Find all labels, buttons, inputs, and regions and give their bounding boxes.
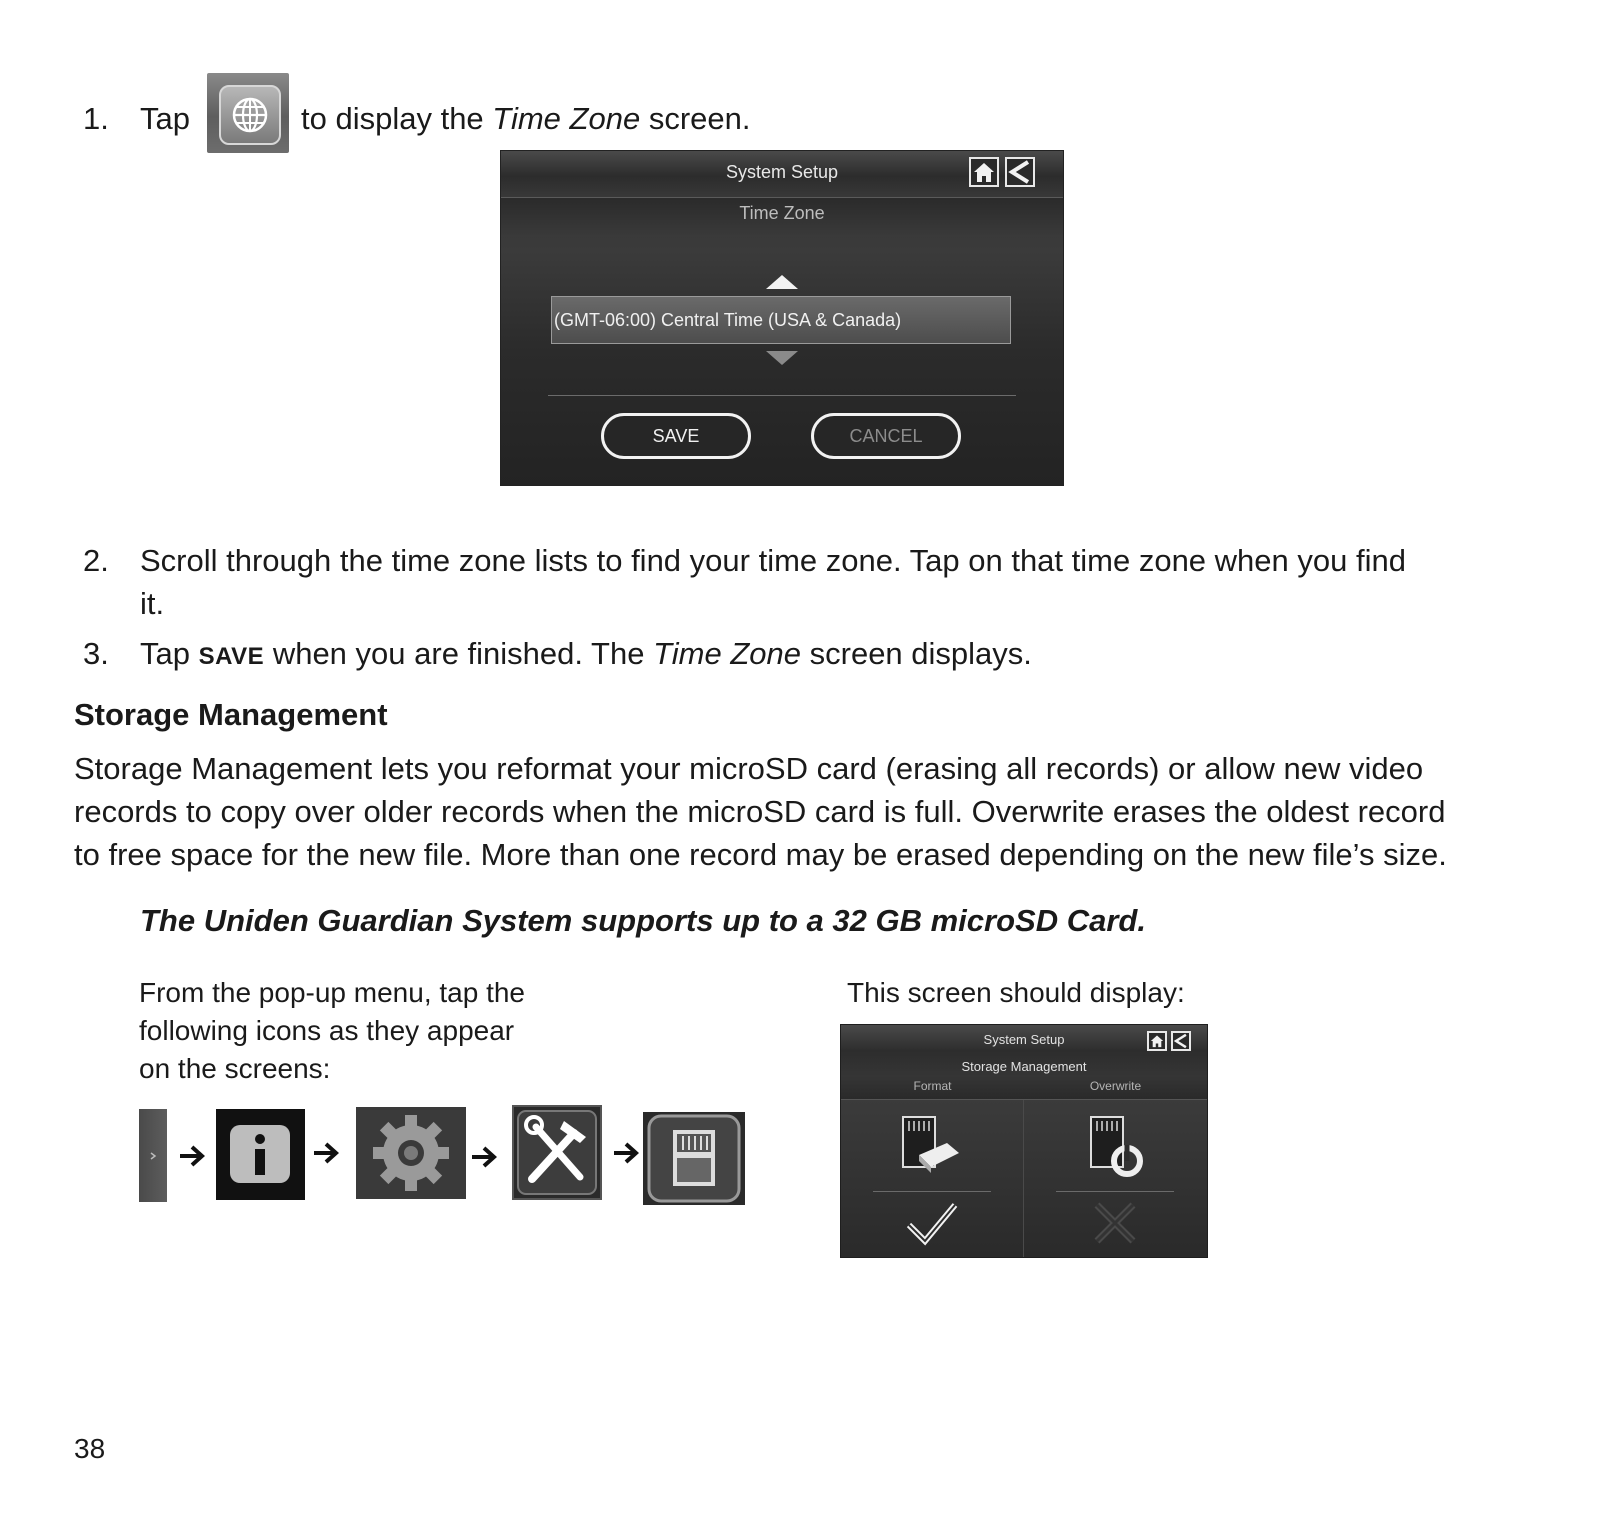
triangle-down-icon [764, 349, 800, 367]
instructions [139, 974, 525, 1088]
format-label: Format [913, 1079, 952, 1093]
storage-management-screenshot [840, 1024, 1208, 1258]
step-number: 1. [83, 101, 109, 136]
tools-icon [512, 1105, 602, 1200]
screen-header [501, 151, 1063, 198]
paragraph-line: to free space for the new file. More than one record may be erased depending on the new file’s size. [74, 837, 1447, 872]
divider [1056, 1191, 1174, 1192]
display-label: This screen should display: [847, 977, 1185, 1008]
instruction-line: following icons as they appear [139, 1015, 515, 1046]
step-2-line-2: it. [140, 586, 165, 621]
arrow-right-icon [178, 1143, 208, 1169]
arrow-right-icon [470, 1144, 500, 1170]
time-zone-screenshot [500, 150, 1064, 486]
paragraph-line: records to copy over older records when the microSD card is full. Overwrite erases the oldest record [74, 794, 1446, 829]
overwrite-label: Overwrite [1089, 1079, 1142, 1093]
step-text-after: to display the Time Zone screen. [301, 101, 751, 136]
menu-tab-icon [139, 1109, 167, 1202]
sd-overwrite-icon [1087, 1115, 1149, 1181]
gear-icon [356, 1107, 466, 1199]
divider [873, 1191, 991, 1192]
step-3-text: Tap SAVE when you are finished. The Time Zone screen displays. [140, 636, 1032, 671]
screen-title: System Setup [983, 1032, 1065, 1047]
screen-subtitle: Time Zone [739, 203, 825, 223]
arrow-right-icon [612, 1140, 642, 1166]
arrow-right-icon [312, 1140, 342, 1166]
step-text: Tap [140, 101, 190, 136]
info-icon [216, 1109, 305, 1200]
step-2-line-1: Scroll through the time zone lists to find your time zone. Tap on that time zone when you find [140, 543, 1406, 578]
page-number: 38 [74, 1433, 106, 1464]
note: The Uniden Guardian System supports up to a 32 GB microSD Card. [140, 903, 1146, 938]
instruction-line: From the pop-up menu, tap the [139, 977, 525, 1008]
sd-card-icon [643, 1112, 745, 1205]
screen-subtitle: Storage Management [961, 1059, 1087, 1074]
triangle-up-icon [764, 273, 800, 291]
screen-title: System Setup [725, 162, 839, 182]
divider [548, 395, 1016, 396]
step-number: 3. [83, 636, 109, 671]
x-icon[interactable] [1091, 1199, 1139, 1247]
back-icon [1005, 157, 1035, 187]
globe-icon [207, 73, 289, 153]
sd-eraser-icon [899, 1115, 965, 1181]
paragraph-line: Storage Management lets you reformat your microSD card (erasing all records) or allow new video [74, 751, 1424, 786]
cancel-button[interactable]: CANCEL [811, 413, 961, 459]
check-icon[interactable] [905, 1199, 959, 1247]
back-icon [1171, 1031, 1191, 1051]
screen-header [841, 1025, 1207, 1100]
section-heading: Storage Management [74, 697, 388, 732]
home-icon [969, 157, 999, 187]
instruction-line: on the screens: [139, 1053, 331, 1084]
save-button[interactable]: SAVE [601, 413, 751, 459]
step-number: 2. [83, 543, 109, 578]
time-zone-selected[interactable]: (GMT-06:00) Central Time (USA & Canada) [551, 296, 1011, 344]
home-icon [1147, 1031, 1167, 1051]
